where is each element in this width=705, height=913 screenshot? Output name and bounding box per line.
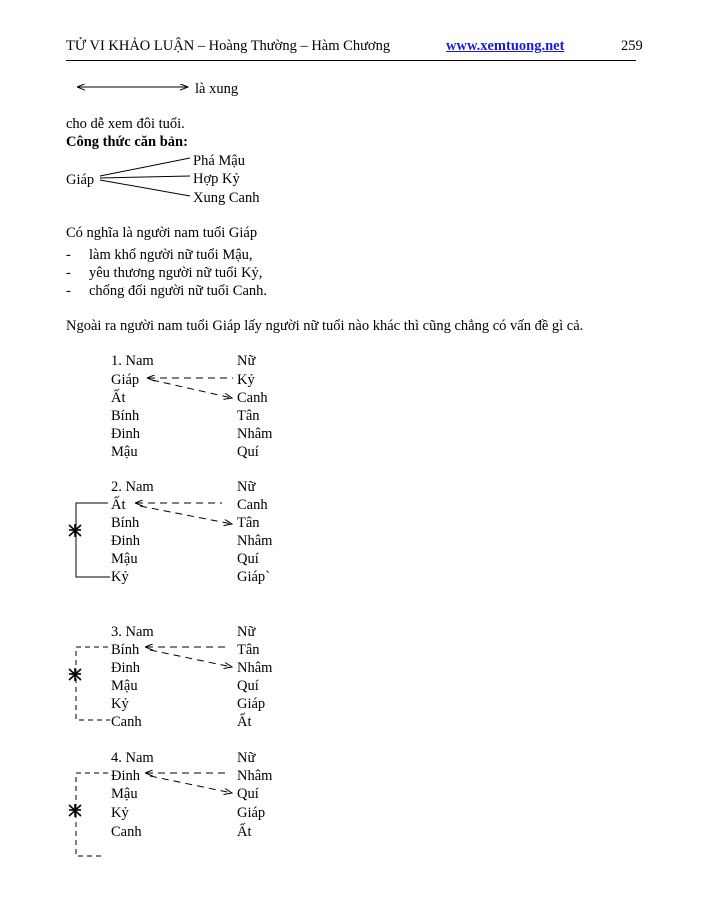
table-row: Tân [237, 642, 260, 658]
table-3-label: 3. Nam [111, 624, 154, 640]
bullet-marker-1: - [66, 265, 71, 281]
table-row: Đinh [111, 660, 140, 676]
table-4-relation-arrows [69, 773, 232, 856]
table-2-label: 2. Nam [111, 479, 154, 495]
table-row: Kỷ [111, 569, 129, 585]
table-row: Bính [111, 408, 140, 424]
table-row: Kỷ [111, 696, 129, 712]
table-row: Ất [111, 497, 126, 513]
formula-source: Giáp [66, 172, 95, 188]
table-row: Kỷ [237, 372, 255, 388]
header-title: TỬ VI KHẢO LUẬN – Hoàng Thường – Hàm Chương [66, 38, 391, 54]
table-4-label: 4. Nam [111, 750, 154, 766]
table-row: Canh [111, 714, 142, 730]
meaning-item-0: làm khổ người nữ tuổi Mậu, [89, 247, 253, 263]
table-row: Canh [111, 824, 142, 840]
table-row: Tân [237, 515, 260, 531]
bullet-marker-2: - [66, 283, 71, 299]
table-row: Bính [111, 515, 140, 531]
header-website-link[interactable]: www.xemtuong.net [446, 38, 565, 54]
table-row: Giáp` [237, 569, 271, 585]
table-row: Ất [237, 714, 252, 730]
note-line: Ngoài ra người nam tuổi Giáp lấy người nữ tuổi nào khác thì cũng chẳng có vấn đề gì cả. [66, 318, 584, 334]
page-number: 259 [621, 38, 643, 54]
table-row: Tân [237, 408, 260, 424]
table-row: Canh [237, 390, 268, 406]
table-row: Kỷ [111, 805, 129, 821]
table-2-col2-header: Nữ [237, 479, 256, 495]
table-1-relation-arrows [148, 378, 233, 398]
table-row: Mậu [111, 551, 138, 567]
formula-target-0: Phá Mậu [193, 153, 245, 169]
table-row: Ất [237, 824, 252, 840]
table-row: Nhâm [237, 768, 273, 784]
table-row: Giáp [111, 372, 140, 388]
table-row: Quí [237, 551, 259, 567]
table-row: Quí [237, 444, 259, 460]
table-3-relation-arrows [69, 647, 232, 720]
table-row: Đinh [111, 768, 140, 784]
table-row: Quí [237, 786, 259, 802]
table-row: Mậu [111, 678, 138, 694]
legend-label: là xung [195, 81, 239, 97]
header-divider [66, 60, 636, 61]
table-4-col2-header: Nữ [237, 750, 256, 766]
formula-heading: Công thức căn bản: [66, 134, 188, 150]
table-row: Đinh [111, 533, 140, 549]
meaning-item-1: yêu thương người nữ tuổi Kỷ, [89, 265, 263, 281]
bullet-marker-0: - [66, 247, 71, 263]
formula-target-2: Xung Canh [193, 190, 260, 206]
table-1-col2-header: Nữ [237, 353, 256, 369]
table-row: Nhâm [237, 660, 273, 676]
table-row: Đinh [111, 426, 140, 442]
table-3-col2-header: Nữ [237, 624, 256, 640]
meaning-intro: Có nghĩa là người nam tuổi Giáp [66, 225, 258, 241]
table-row: Ất [111, 390, 126, 406]
table-2-relation-arrows [69, 503, 232, 577]
intro-line: cho dễ xem đôi tuổi. [66, 116, 185, 132]
formula-connector-lines [100, 158, 190, 196]
formula-target-1: Hợp Kỷ [193, 171, 240, 187]
table-1-label: 1. Nam [111, 353, 154, 369]
page-header [0, 38, 705, 60]
table-row: Nhâm [237, 533, 273, 549]
meaning-item-2: chống đối người nữ tuổi Canh. [89, 283, 268, 299]
table-row: Mậu [111, 786, 138, 802]
table-row: Giáp [237, 696, 266, 712]
table-row: Nhâm [237, 426, 273, 442]
table-row: Giáp [237, 805, 266, 821]
table-row: Bính [111, 642, 140, 658]
table-row: Canh [237, 497, 268, 513]
table-row: Mậu [111, 444, 138, 460]
table-row: Quí [237, 678, 259, 694]
